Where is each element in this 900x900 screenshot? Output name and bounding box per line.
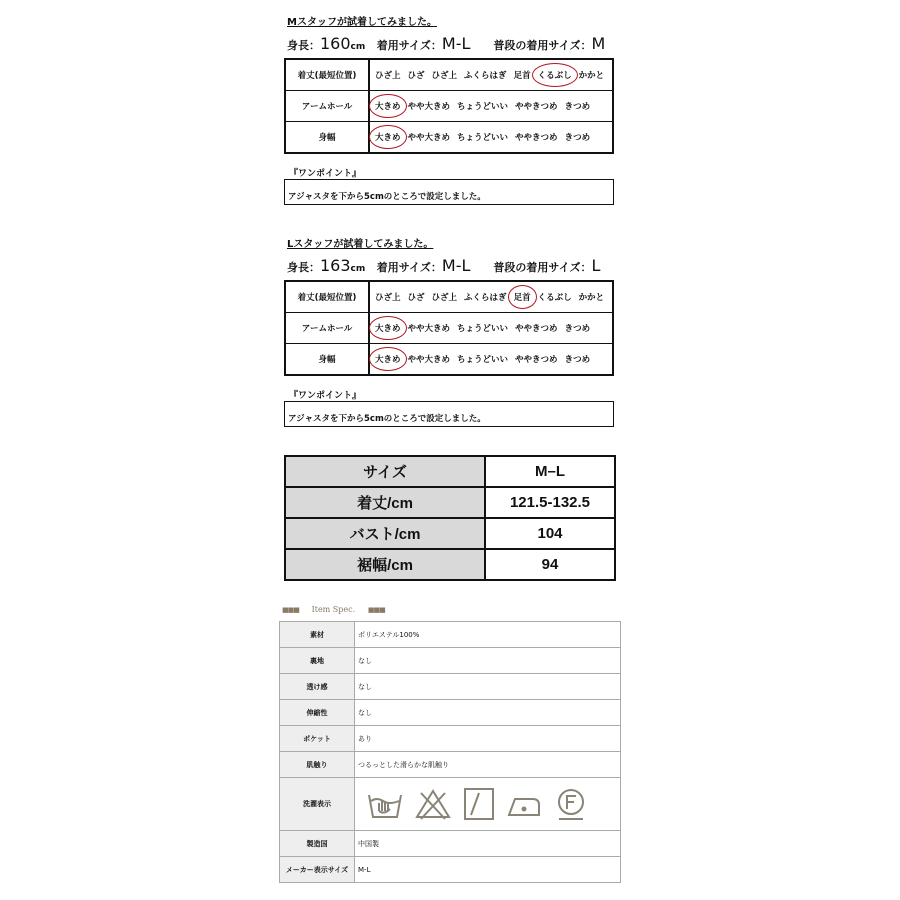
usual-size-value: M	[591, 34, 606, 53]
fit-option: やや大きめ	[407, 133, 451, 143]
fit-option: ちょうどいい	[457, 133, 509, 143]
length-row-label: 着丈/cm	[285, 487, 485, 518]
fit-option: きつめ	[564, 324, 591, 334]
fit-option: やや大きめ	[407, 355, 451, 365]
header-squares-right: ■■■	[367, 606, 385, 614]
spec-label: 伸縮性	[280, 700, 355, 726]
spec-row-sheerness	[280, 674, 621, 700]
dry-clean-f-icon	[555, 787, 587, 821]
fit-row	[285, 122, 613, 154]
fit-option: やや大きめ	[407, 324, 451, 334]
spec-label: 透け感	[280, 674, 355, 700]
item-spec-title: Item Spec.	[311, 605, 356, 614]
fit-option-selected: 大きめ	[375, 133, 401, 143]
spec-value: 中国製	[355, 831, 621, 857]
spec-value: なし	[355, 674, 621, 700]
fit-option: かかと	[578, 71, 605, 81]
spec-label: 洗濯表示	[280, 778, 355, 831]
size-row-label: サイズ	[285, 456, 485, 487]
worn-size-label: 着用サイズ：	[376, 39, 442, 52]
fit-row-label: アームホール	[285, 313, 369, 344]
spec-value: ポリエステル100%	[355, 622, 621, 648]
spec-label: 裏地	[280, 648, 355, 674]
low-iron-icon	[507, 787, 543, 821]
spec-value: M-L	[355, 857, 621, 883]
fit-option: ひざ上	[375, 71, 401, 81]
fit-row-label: 着丈(最短位置)	[285, 59, 369, 91]
fit-option-selected: くるぶし	[537, 71, 572, 81]
fit-option: やや大きめ	[407, 102, 451, 112]
fit-option: かかと	[578, 293, 605, 303]
height-unit: cm	[350, 264, 366, 274]
fit-option: ひざ上	[431, 293, 458, 303]
height-label: 身長：	[287, 39, 320, 52]
fit-option: きつめ	[564, 355, 591, 365]
fit-option: ちょうどいい	[457, 324, 509, 334]
staff-m-onepoint-label: 『ワンポイント』	[289, 169, 362, 179]
fit-option: ややきつめ	[515, 324, 558, 334]
fit-option: ひざ	[407, 293, 425, 303]
fit-row	[285, 59, 613, 91]
fit-row-options	[369, 281, 613, 313]
do-not-bleach-icon	[415, 787, 451, 821]
hem-width-row-value: 94	[485, 549, 615, 580]
spec-row-pocket	[280, 726, 621, 752]
item-spec-table	[279, 621, 621, 883]
fit-row-options	[369, 122, 613, 154]
staff-m-onepoint-box: アジャスタを下から5cmのところで設定しました。	[284, 179, 614, 205]
item-spec-header	[282, 605, 385, 614]
bust-row-label: バスト/cm	[285, 518, 485, 549]
fit-option: ちょうどいい	[457, 102, 509, 112]
spec-label: メーカー表示サイズ	[280, 857, 355, 883]
care-icons	[355, 787, 620, 821]
usual-size-label: 普段の着用サイズ：	[493, 261, 592, 274]
fit-option: ひざ上	[375, 293, 401, 303]
fit-row-options	[369, 313, 613, 344]
staff-l-fit-table	[284, 280, 614, 376]
hem-width-row	[285, 549, 615, 580]
fit-row-options	[369, 91, 613, 122]
bust-row	[285, 518, 615, 549]
length-row	[285, 487, 615, 518]
fit-row-label: 身幅	[285, 122, 369, 154]
staff-l-title: Lスタッフが試着してみました。	[287, 239, 434, 250]
spec-row-stretch	[280, 700, 621, 726]
staff-l-onepoint-box: アジャスタを下から5cmのところで設定しました。	[284, 401, 614, 427]
fit-option: ちょうどいい	[457, 355, 509, 365]
staff-l-info	[287, 256, 600, 275]
bust-row-value: 104	[485, 518, 615, 549]
hand-wash-icon	[367, 787, 403, 821]
height-label: 身長：	[287, 261, 320, 274]
staff-m-fit-table	[284, 58, 614, 154]
spec-label: 肌触り	[280, 752, 355, 778]
fit-option: ふくらはぎ	[464, 71, 507, 81]
fit-row-options	[369, 59, 613, 91]
fit-option: くるぶし	[537, 293, 572, 303]
size-table	[284, 455, 616, 581]
spec-row-texture	[280, 752, 621, 778]
fit-row	[285, 313, 613, 344]
worn-size-value: M-L	[441, 34, 471, 53]
fit-option-selected: 足首	[513, 293, 531, 303]
fit-row	[285, 344, 613, 376]
fit-row	[285, 281, 613, 313]
usual-size-label: 普段の着用サイズ：	[493, 39, 592, 52]
fit-option: ひざ上	[431, 71, 458, 81]
fit-option: ややきつめ	[515, 133, 558, 143]
header-squares-left: ■■■	[282, 606, 299, 614]
fit-option: ややきつめ	[515, 355, 558, 365]
worn-size-label: 着用サイズ：	[376, 261, 442, 274]
fit-option: ふくらはぎ	[464, 293, 507, 303]
staff-m-title: Mスタッフが試着してみました。	[287, 17, 437, 28]
length-row-value: 121.5-132.5	[485, 487, 615, 518]
worn-size-value: M-L	[441, 256, 471, 275]
fit-row	[285, 91, 613, 122]
line-dry-icon	[463, 787, 495, 821]
size-row-value: M–L	[485, 456, 615, 487]
fit-option: ひざ	[407, 71, 425, 81]
height-value: 160	[320, 34, 351, 53]
height-unit: cm	[350, 42, 366, 52]
spec-row-lining	[280, 648, 621, 674]
fit-option-selected: 大きめ	[375, 324, 401, 334]
spec-label: ポケット	[280, 726, 355, 752]
fit-option: 足首	[513, 71, 531, 81]
usual-size-value: L	[591, 256, 601, 275]
care-icons-cell	[355, 778, 621, 831]
spec-label: 素材	[280, 622, 355, 648]
fit-row-options	[369, 344, 613, 376]
hem-width-row-label: 裾幅/cm	[285, 549, 485, 580]
fit-option-selected: 大きめ	[375, 102, 401, 112]
height-value: 163	[320, 256, 351, 275]
fit-option-selected: 大きめ	[375, 355, 401, 365]
spec-value: なし	[355, 648, 621, 674]
fit-row-label: アームホール	[285, 91, 369, 122]
spec-value: つるっとした滑らかな肌触り	[355, 752, 621, 778]
staff-m-info	[287, 34, 605, 53]
spec-label: 製造国	[280, 831, 355, 857]
spec-row-country	[280, 831, 621, 857]
fit-option: きつめ	[564, 133, 591, 143]
spec-row-care	[280, 778, 621, 831]
fit-option: ややきつめ	[515, 102, 558, 112]
spec-row-maker-size	[280, 857, 621, 883]
fit-row-label: 着丈(最短位置)	[285, 281, 369, 313]
size-row	[285, 456, 615, 487]
spec-value: なし	[355, 700, 621, 726]
spec-value: あり	[355, 726, 621, 752]
spec-row-material	[280, 622, 621, 648]
staff-l-onepoint-label: 『ワンポイント』	[289, 391, 362, 401]
fit-row-label: 身幅	[285, 344, 369, 376]
fit-option: きつめ	[564, 102, 591, 112]
